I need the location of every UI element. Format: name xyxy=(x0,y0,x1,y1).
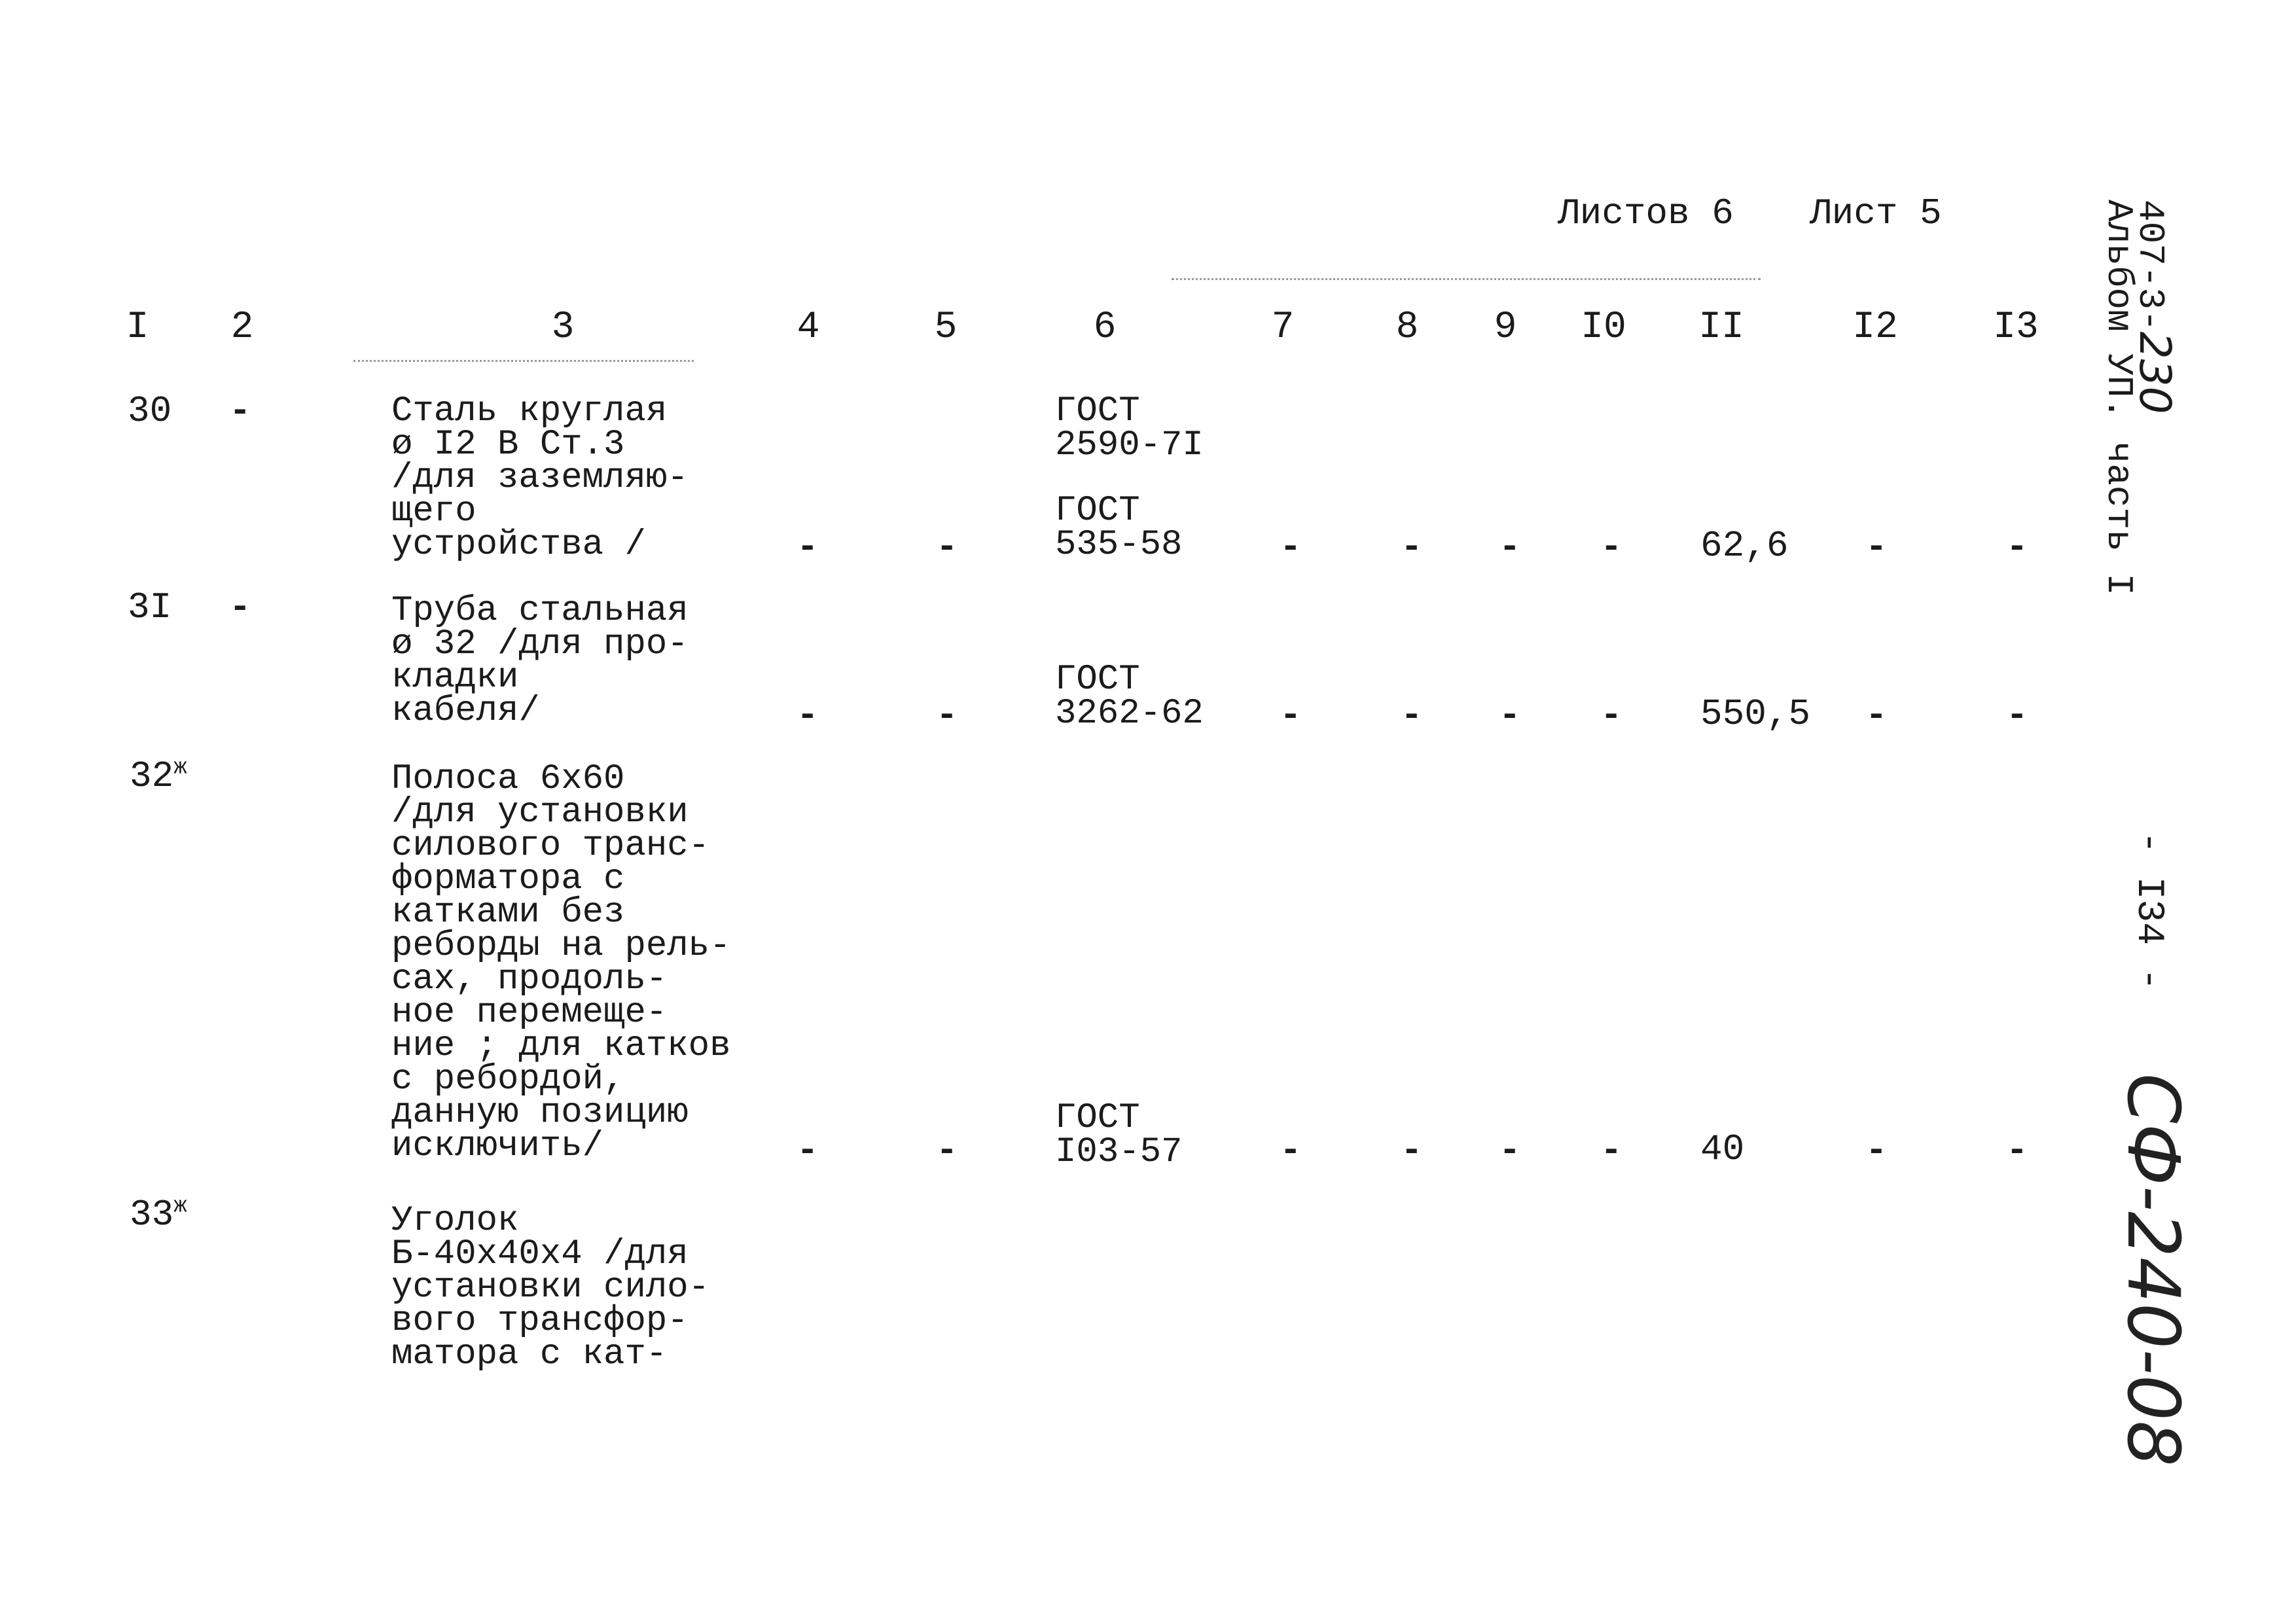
row-number: 30 xyxy=(128,390,172,432)
col-11: II xyxy=(1698,306,1744,349)
row-number-star: ж xyxy=(173,755,187,781)
header-rule xyxy=(1172,278,1761,280)
cell-c5: - xyxy=(936,694,958,736)
cell-c10: - xyxy=(1600,1130,1623,1171)
sheet-number: Лист 5 xyxy=(1810,192,1942,234)
cell-c7: - xyxy=(1280,1130,1302,1171)
col-2: 2 xyxy=(230,306,254,349)
cell-c13: - xyxy=(2006,1130,2028,1171)
sheets-total: Листов 6 xyxy=(1558,192,1734,234)
row-number xyxy=(130,755,187,797)
cell-c11: 40 xyxy=(1700,1128,1745,1170)
row-number-value: 33 xyxy=(130,1194,174,1236)
cell-c12: - xyxy=(1865,526,1888,568)
col-7: 7 xyxy=(1271,306,1295,349)
row-number-value: 32 xyxy=(130,755,174,797)
cell-c11: 550,5 xyxy=(1700,693,1811,735)
album-label: Альбом УП. часть I xyxy=(2098,200,2140,596)
cell-c4: - xyxy=(797,526,819,568)
cell-c7: - xyxy=(1280,694,1302,736)
handwritten-stamp: СФ-240-08 xyxy=(2111,1073,2195,1467)
row-gost: ГОСТ 3262-62 xyxy=(1055,660,1204,734)
cell-c13: - xyxy=(2006,694,2028,736)
row-number: 3I xyxy=(128,586,172,628)
row-description: Сталь круглая ø I2 В Ст.3 /для заземляю- щего устройства / xyxy=(391,391,689,565)
page-number: - I34 - xyxy=(2127,831,2170,991)
cell-c4: - xyxy=(797,694,819,736)
col-4: 4 xyxy=(797,306,820,349)
row-gost: ГОСТ I03-57 xyxy=(1055,1098,1183,1172)
cell-c11: 62,6 xyxy=(1700,525,1789,567)
cell-c8: - xyxy=(1401,694,1423,736)
cell-c12: - xyxy=(1865,694,1888,736)
cell-c5: - xyxy=(936,1130,958,1171)
cell-c13: - xyxy=(2006,526,2028,568)
col-10: I0 xyxy=(1581,306,1626,349)
row-number-star: ж xyxy=(173,1194,187,1219)
cell-c12: - xyxy=(1865,1130,1888,1171)
col-8: 8 xyxy=(1395,306,1419,349)
col-6: 6 xyxy=(1093,306,1117,349)
cell-c9: - xyxy=(1499,526,1521,568)
cell-c5: - xyxy=(936,526,958,568)
row-gost: ГОСТ 2590-7I xyxy=(1055,391,1204,465)
row-number xyxy=(130,1194,187,1236)
cell-c10: - xyxy=(1600,694,1623,736)
cell-c9: - xyxy=(1499,1130,1521,1171)
cell-c4: - xyxy=(797,1130,819,1171)
cell-c8: - xyxy=(1401,1130,1423,1171)
col-3: 3 xyxy=(551,306,575,349)
column-rule xyxy=(353,360,694,362)
doc-number-suffix: 230 xyxy=(2130,331,2180,414)
row-description: Труба стальная ø 32 /для про- кладки кабеля/ xyxy=(391,591,689,731)
cell-c8: - xyxy=(1401,526,1423,568)
row-description: Полоса 6х60 /для установки силового транс- форматора с катками без реборды на рель- сах, продоль- ное перемеще- ние ; для катков с ребордой, данную позицию исключить/ xyxy=(391,759,731,1166)
cell-c9: - xyxy=(1499,694,1521,736)
row-description: Уголок Б-40х40х4 /для установки сило- вого трансфор- матора с кат- xyxy=(391,1201,710,1374)
row-mark: - xyxy=(229,586,251,628)
cell-c10: - xyxy=(1600,526,1623,568)
col-13: I3 xyxy=(1993,306,2039,349)
col-9: 9 xyxy=(1494,306,1517,349)
col-12: I2 xyxy=(1852,306,1898,349)
col-5: 5 xyxy=(934,306,958,349)
row-mark: - xyxy=(229,390,251,432)
row-gost: ГОСТ 535-58 xyxy=(1055,491,1183,565)
col-1: I xyxy=(126,306,149,349)
cell-c7: - xyxy=(1280,526,1302,568)
doc-number-prefix: 407-3- xyxy=(2129,200,2171,332)
